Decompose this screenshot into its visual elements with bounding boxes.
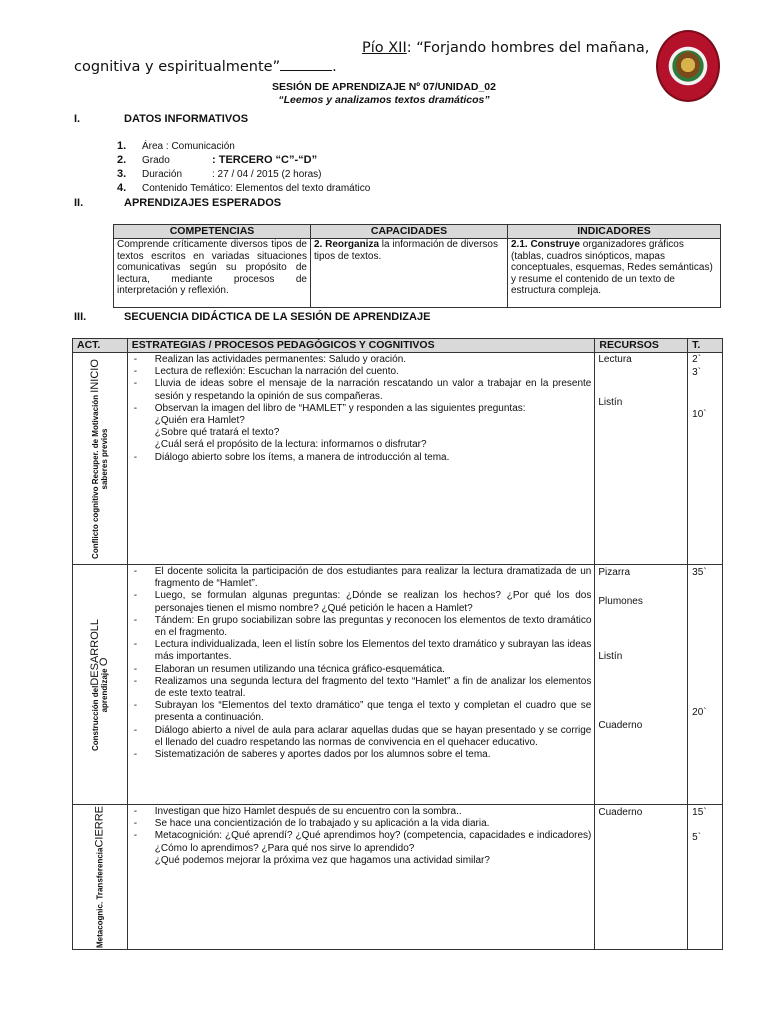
col-recursos: RECURSOS (595, 339, 688, 353)
list-item: - Diálogo abierto sobre los ítems, a manera de introducción al tema. (131, 452, 592, 464)
resource-item: Cuaderno (598, 720, 643, 731)
list-item: - Lectura individualizada, leen el listín sobre los Elementos del texto dramático y subrayan las ideas más importantes. (131, 639, 592, 663)
estrategias-cierre (127, 805, 595, 950)
resource-item: Cuaderno (598, 807, 643, 818)
list-item: - Sistematización de saberes y aportes dados por los alumnos sobre el tema. (131, 749, 592, 761)
tiempo-inicio (688, 353, 723, 565)
section-title: DATOS INFORMATIVOS (124, 113, 249, 125)
capacidad-code: 2. Reorganiza (314, 239, 380, 250)
table-header-row (114, 225, 721, 239)
item-label: Duración (142, 169, 183, 180)
item-label: Contenido Temático: Elementos del texto dramático (142, 183, 371, 194)
info-item-area (117, 140, 235, 152)
indicador-cell (508, 239, 721, 308)
session-title: SESIÓN DE APRENDIZAJE Nº 07/UNIDAD_02 (271, 81, 496, 93)
process-text-2: aprendizaje (99, 667, 109, 712)
time-item: 3` (692, 367, 702, 378)
process-label (88, 618, 101, 751)
col-tiempo: T. (688, 339, 723, 353)
phase-name: DESARROLL (88, 618, 101, 686)
school-motto-line1 (362, 40, 649, 56)
list-item: - Observan la imagen del libro de “HAMLET” y responden a las siguientes preguntas: (131, 403, 592, 415)
section-number: I. (74, 113, 81, 125)
process-text: Construcción del (90, 685, 100, 751)
list-item: - Lectura de reflexión: Escuchan la narración del cuento. (131, 366, 592, 378)
process-label (95, 806, 104, 948)
list-item: - Lluvia de ideas sobre el mensaje de la narración rescatando un valor a trabajar en la presente sesión y respetando la opinión de sus compañeras. (131, 378, 592, 402)
section-number: II. (74, 197, 84, 209)
resource-item: Listín (598, 651, 623, 662)
list-item: - Subrayan los “Elementos del texto dramático” que tenga el texto y completan el cuadro que se presenta a continuación. (131, 700, 592, 724)
section-3-heading (74, 311, 430, 323)
time-item: 2` (692, 354, 702, 365)
tiempo-cierre (688, 805, 723, 950)
list-item: - Tándem: En grupo sociabilizan sobre las preguntas y reconocen los elementos de texto dramático en el fragmento. (131, 615, 592, 639)
item-number: 1. (117, 140, 127, 152)
table-row (114, 239, 721, 308)
phase-label-cierre (95, 806, 104, 948)
resource-item: Lectura (598, 354, 632, 365)
phase-name-2: O (97, 657, 110, 666)
item-value: : TERCERO “C”-“D” (212, 154, 318, 166)
list-item: - Realizamos una segunda lectura del fragmento del texto “Hamlet” a fin de analizar los elementos de este texto teatral. (131, 676, 592, 700)
col-estrategias: ESTRATEGIAS / PROCESOS PEDAGÓGICOS Y COGNITIVOS (127, 339, 595, 353)
info-item-duracion (117, 168, 322, 180)
emblem-center (676, 52, 700, 78)
estrategias-desarrollo (127, 565, 595, 805)
table-row-inicio (73, 353, 723, 565)
table-row-desarrollo (73, 565, 723, 805)
capacidad-cell (311, 239, 508, 308)
resource-item: Plumones (598, 596, 643, 607)
resource-item: Pizarra (598, 567, 631, 578)
info-item-contenido (117, 182, 370, 194)
list-item: - Se hace una concientización de lo trabajado y su aplicación a la vida diaria. (131, 818, 592, 830)
process-text: Conflicto cognitivo Recuper. de Motivación (90, 394, 100, 559)
time-item: 20` (692, 707, 707, 718)
item-number: 4. (117, 182, 127, 194)
process-text-2: saberes previos (99, 428, 109, 489)
time-item: 15` (692, 807, 707, 818)
competencias-table (113, 224, 721, 308)
question-item: ¿Quién era Hamlet? (154, 415, 245, 427)
time-item: 10` (692, 409, 707, 420)
item-number: 3. (117, 168, 127, 180)
list-item: - Realizan las actividades permanentes: Saludo y oración. (131, 354, 592, 366)
process-label (88, 358, 101, 559)
motto-text-2: cognitiva y espiritualmente” (74, 59, 281, 75)
phase-label-inicio (88, 358, 109, 559)
act-cell-cierre (73, 805, 128, 950)
table-row-cierre (73, 805, 723, 950)
recursos-inicio (595, 353, 688, 565)
capacidad-text: la información de diversos tipos de textos. (314, 239, 498, 262)
question-item: ¿Cuál será el propósito de la lectura: informarnos o disfrutar? (154, 439, 427, 451)
motto-end: . (332, 59, 337, 75)
time-item: 5` (692, 832, 702, 843)
underline-blank (280, 58, 332, 71)
section-1-heading (74, 113, 248, 125)
list-item: - El docente solicita la participación de dos estudiantes para realizar la lectura dramatizada de un fragmento de “Hamlet”. (131, 566, 592, 590)
table-header-row (73, 339, 723, 353)
act-cell-desarrollo (73, 565, 128, 805)
motto-text: : “Forjando hombres del mañana, (406, 40, 650, 56)
item-label: Grado (142, 155, 170, 166)
question-item: ¿Sobre qué tratará el texto? (154, 427, 280, 439)
phase-name: CIERRE (93, 805, 106, 848)
indicador-code: 2.1. Construye (511, 239, 580, 250)
item-value: : 27 / 04 / 2015 (2 horas) (212, 169, 322, 180)
list-item: - Luego, se formulan algunas preguntas: ¿Dónde se realizan los hechos? ¿Por qué los dos personajes tienen el mismo nombre? ¿Qué petición le hacen a Hamlet? (131, 590, 592, 614)
act-cell-inicio (73, 353, 128, 565)
time-item: 35` (692, 567, 707, 578)
col-indicadores: INDICADORES (508, 225, 721, 239)
resource-item: Listín (598, 397, 623, 408)
list-item: - Elaboran un resumen utilizando una técnica gráfico-esquemática. (131, 664, 592, 676)
phase-label-desarrollo (88, 618, 110, 751)
process-text: Metacognic. Transferencia (95, 847, 105, 949)
section-2-heading (74, 197, 281, 209)
process-label-2 (97, 619, 110, 751)
tiempo-desarrollo (688, 565, 723, 805)
school-name: Pío XII (362, 40, 407, 56)
phase-name: INICIO (88, 358, 101, 393)
section-number: III. (74, 311, 87, 323)
secuencia-table (72, 338, 723, 950)
col-competencias: COMPETENCIAS (114, 225, 311, 239)
recursos-cierre (595, 805, 688, 950)
school-motto-line2 (74, 58, 337, 75)
question-item: ¿Qué podemos mejorar la próxima vez que hagamos una actividad similar? (154, 854, 490, 866)
col-act: ACT. (73, 339, 128, 353)
list-item: - Investigan que hizo Hamlet después de su encuentro con la sombra.. (131, 806, 592, 818)
section-title: SECUENCIA DIDÁCTICA DE LA SESIÓN DE APRENDIZAJE (124, 311, 431, 323)
info-item-grado (117, 154, 317, 166)
list-item: - Metacognición: ¿Qué aprendí? ¿Qué aprendimos hoy? (competencia, capacidades e indicadores) ¿Cómo lo aprendimos? ¿Para qué nos sirve lo aprendido? (131, 830, 592, 854)
competencia-cell: Comprende críticamente diversos tipos de textos escritos en variadas situaciones comunicativas según su propósito de lectura, mediante procesos de interpretación y reflexión. (114, 239, 311, 308)
section-title: APRENDIZAJES ESPERADOS (124, 197, 282, 209)
col-capacidades: CAPACIDADES (311, 225, 508, 239)
list-item: - Diálogo abierto a nivel de aula para aclarar aquellas dudas que se hayan presentado y se corrige el llenado del cuadro respetando las normas de convivencia en el quehacer educativo. (131, 725, 592, 749)
recursos-desarrollo (595, 565, 688, 805)
estrategias-inicio (127, 353, 595, 565)
item-number: 2. (117, 154, 127, 166)
item-label: Área : Comunicación (142, 141, 235, 152)
session-subtitle: “Leemos y analizamos textos dramáticos” (278, 94, 490, 106)
indicador-text: organizadores gráficos (tablas, cuadros sinópticos, mapas conceptuales, esquemas, Redes semánticas) y resume el contenido de un texto de estructura compleja. (511, 239, 713, 296)
